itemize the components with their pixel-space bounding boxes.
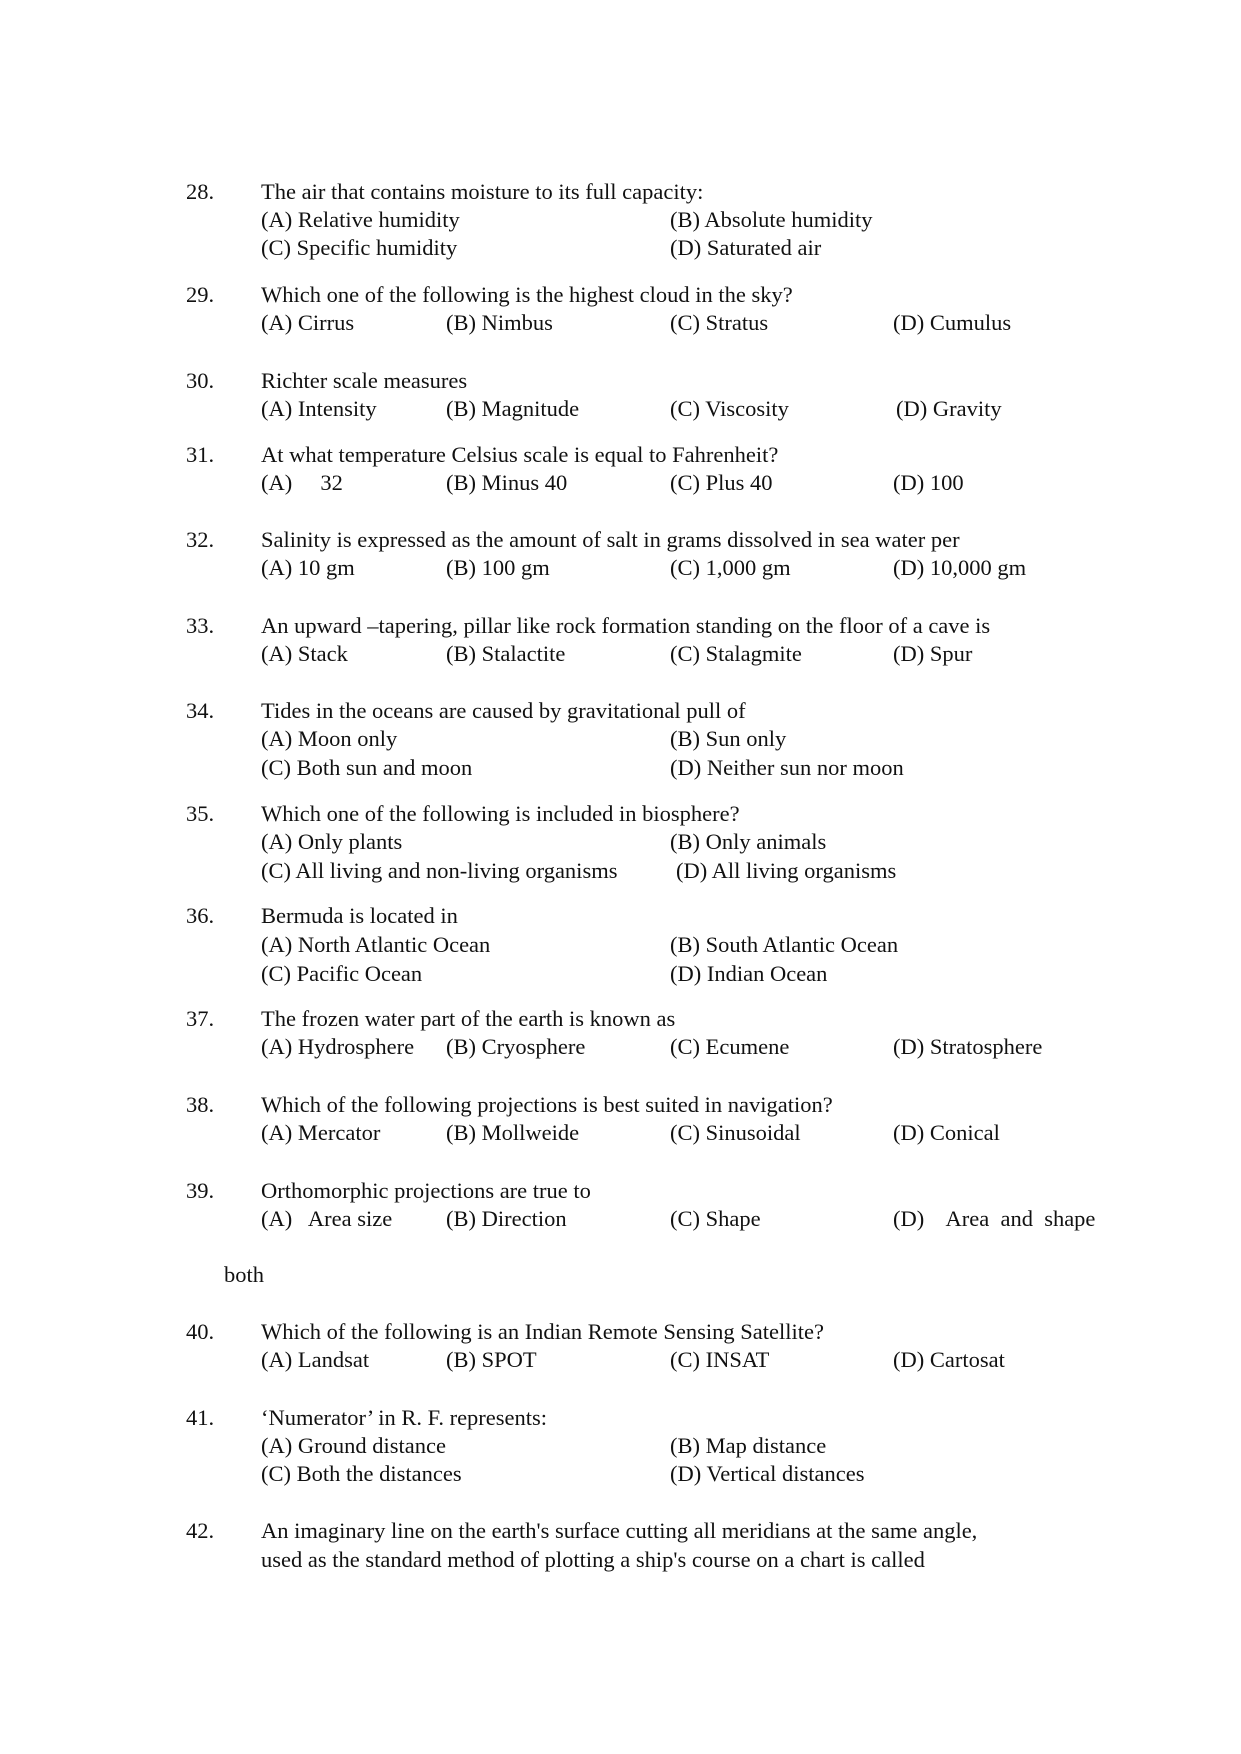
question-text: Orthomorphic projections are true to [261, 1178, 591, 1203]
question-text: Richter scale measures [261, 368, 468, 393]
option-b: (B) South Atlantic Ocean [670, 932, 899, 957]
question-text: The air that contains moisture to its full capacity: [261, 179, 704, 204]
question-text: Which one of the following is the highest cloud in the sky? [261, 282, 793, 307]
option-a: (A) North Atlantic Ocean [261, 932, 491, 957]
question-text: At what temperature Celsius scale is equal to Fahrenheit? [261, 442, 779, 467]
option-d: (D) Indian Ocean [670, 961, 828, 986]
option-c: (C) 1,000 gm [670, 555, 791, 580]
option-c: (C) Sinusoidal [670, 1120, 801, 1145]
option-c: (C) INSAT [670, 1347, 770, 1372]
question-text: Which of the following is an Indian Remote Sensing Satellite? [261, 1319, 825, 1344]
option-d: (D) All living organisms [676, 858, 897, 883]
option-a: (A) Relative humidity [261, 207, 460, 232]
option-a: (A) Area size [261, 1206, 393, 1231]
option-d: (D) Conical [893, 1120, 1000, 1145]
question-number: 40. [186, 1319, 215, 1344]
option-b: (B) Mollweide [446, 1120, 580, 1145]
question-text: ‘Numerator’ in R. F. represents: [261, 1405, 548, 1430]
question-number: 28. [186, 179, 215, 204]
option-a: (A) Stack [261, 641, 348, 666]
option-b: (B) Minus 40 [446, 470, 568, 495]
question-text: Which one of the following is included in biosphere? [261, 801, 740, 826]
option-b: (B) Map distance [670, 1433, 827, 1458]
option-d: (D) Neither sun nor moon [670, 755, 904, 780]
option-b: (B) 100 gm [446, 555, 550, 580]
option-a: (A) Hydrosphere [261, 1034, 415, 1059]
option-c: (C) Ecumene [670, 1034, 790, 1059]
question-text: Tides in the oceans are caused by gravitational pull of [261, 698, 746, 723]
question-number: 35. [186, 801, 215, 826]
option-b: (B) SPOT [446, 1347, 537, 1372]
option-d: (D) 10,000 gm [893, 555, 1027, 580]
option-b: (B) Only animals [670, 829, 827, 854]
option-a: (A) Ground distance [261, 1433, 446, 1458]
question-text: Bermuda is located in [261, 903, 458, 928]
option-b: (B) Magnitude [446, 396, 580, 421]
option-d: (D) Saturated air [670, 235, 822, 260]
option-c: (C) All living and non-living organisms [261, 858, 618, 883]
option-c: (C) Plus 40 [670, 470, 773, 495]
question-number: 34. [186, 698, 215, 723]
option-b: (B) Absolute humidity [670, 207, 873, 232]
question-text: An upward –tapering, pillar like rock formation standing on the floor of a cave is [261, 613, 991, 638]
option-a: (A) Moon only [261, 726, 398, 751]
option-c: (C) Viscosity [670, 396, 789, 421]
option-a: (A) Cirrus [261, 310, 355, 335]
option-c: (C) Both the distances [261, 1461, 462, 1486]
option-b: (B) Stalactite [446, 641, 566, 666]
question-text: Which of the following projections is best suited in navigation? [261, 1092, 833, 1117]
option-a: (A) 10 gm [261, 555, 355, 580]
question-number: 31. [186, 442, 215, 467]
option-d: (D) Spur [893, 641, 973, 666]
option-d: (D) Area and shape [893, 1206, 1096, 1231]
question-number: 30. [186, 368, 215, 393]
question-number: 29. [186, 282, 215, 307]
question-number: 36. [186, 903, 215, 928]
option-c: (C) Shape [670, 1206, 761, 1231]
option-d-wrap: both [224, 1262, 265, 1287]
option-a: (A) Intensity [261, 396, 377, 421]
option-b: (B) Cryosphere [446, 1034, 586, 1059]
question-number: 32. [186, 527, 215, 552]
question-number: 42. [186, 1518, 215, 1543]
question-number: 33. [186, 613, 215, 638]
question-text: The frozen water part of the earth is known as [261, 1006, 676, 1031]
question-number: 38. [186, 1092, 215, 1117]
option-b: (B) Nimbus [446, 310, 553, 335]
question-number: 41. [186, 1405, 215, 1430]
option-d: (D) Gravity [896, 396, 1002, 421]
option-a: (A) Landsat [261, 1347, 370, 1372]
option-a: (A) Only plants [261, 829, 403, 854]
option-d: (D) Cumulus [893, 310, 1012, 335]
option-d: (D) Cartosat [893, 1347, 1005, 1372]
question-text-line-2: used as the standard method of plotting a ship's course on a chart is called [261, 1547, 925, 1572]
option-c: (C) Pacific Ocean [261, 961, 423, 986]
question-text: Salinity is expressed as the amount of salt in grams dissolved in sea water per [261, 527, 960, 552]
option-b: (B) Sun only [670, 726, 787, 751]
option-c: (C) Stratus [670, 310, 769, 335]
option-d: (D) Vertical distances [670, 1461, 865, 1486]
question-text: An imaginary line on the earth's surface cutting all meridians at the same angle, [261, 1518, 978, 1543]
option-c: (C) Stalagmite [670, 641, 802, 666]
option-c: (C) Both sun and moon [261, 755, 473, 780]
option-c: (C) Specific humidity [261, 235, 458, 260]
option-a: (A) 32 [261, 470, 343, 495]
option-a: (A) Mercator [261, 1120, 381, 1145]
question-number: 37. [186, 1006, 215, 1031]
option-d: (D) 100 [893, 470, 964, 495]
option-b: (B) Direction [446, 1206, 567, 1231]
option-d: (D) Stratosphere [893, 1034, 1043, 1059]
question-number: 39. [186, 1178, 215, 1203]
